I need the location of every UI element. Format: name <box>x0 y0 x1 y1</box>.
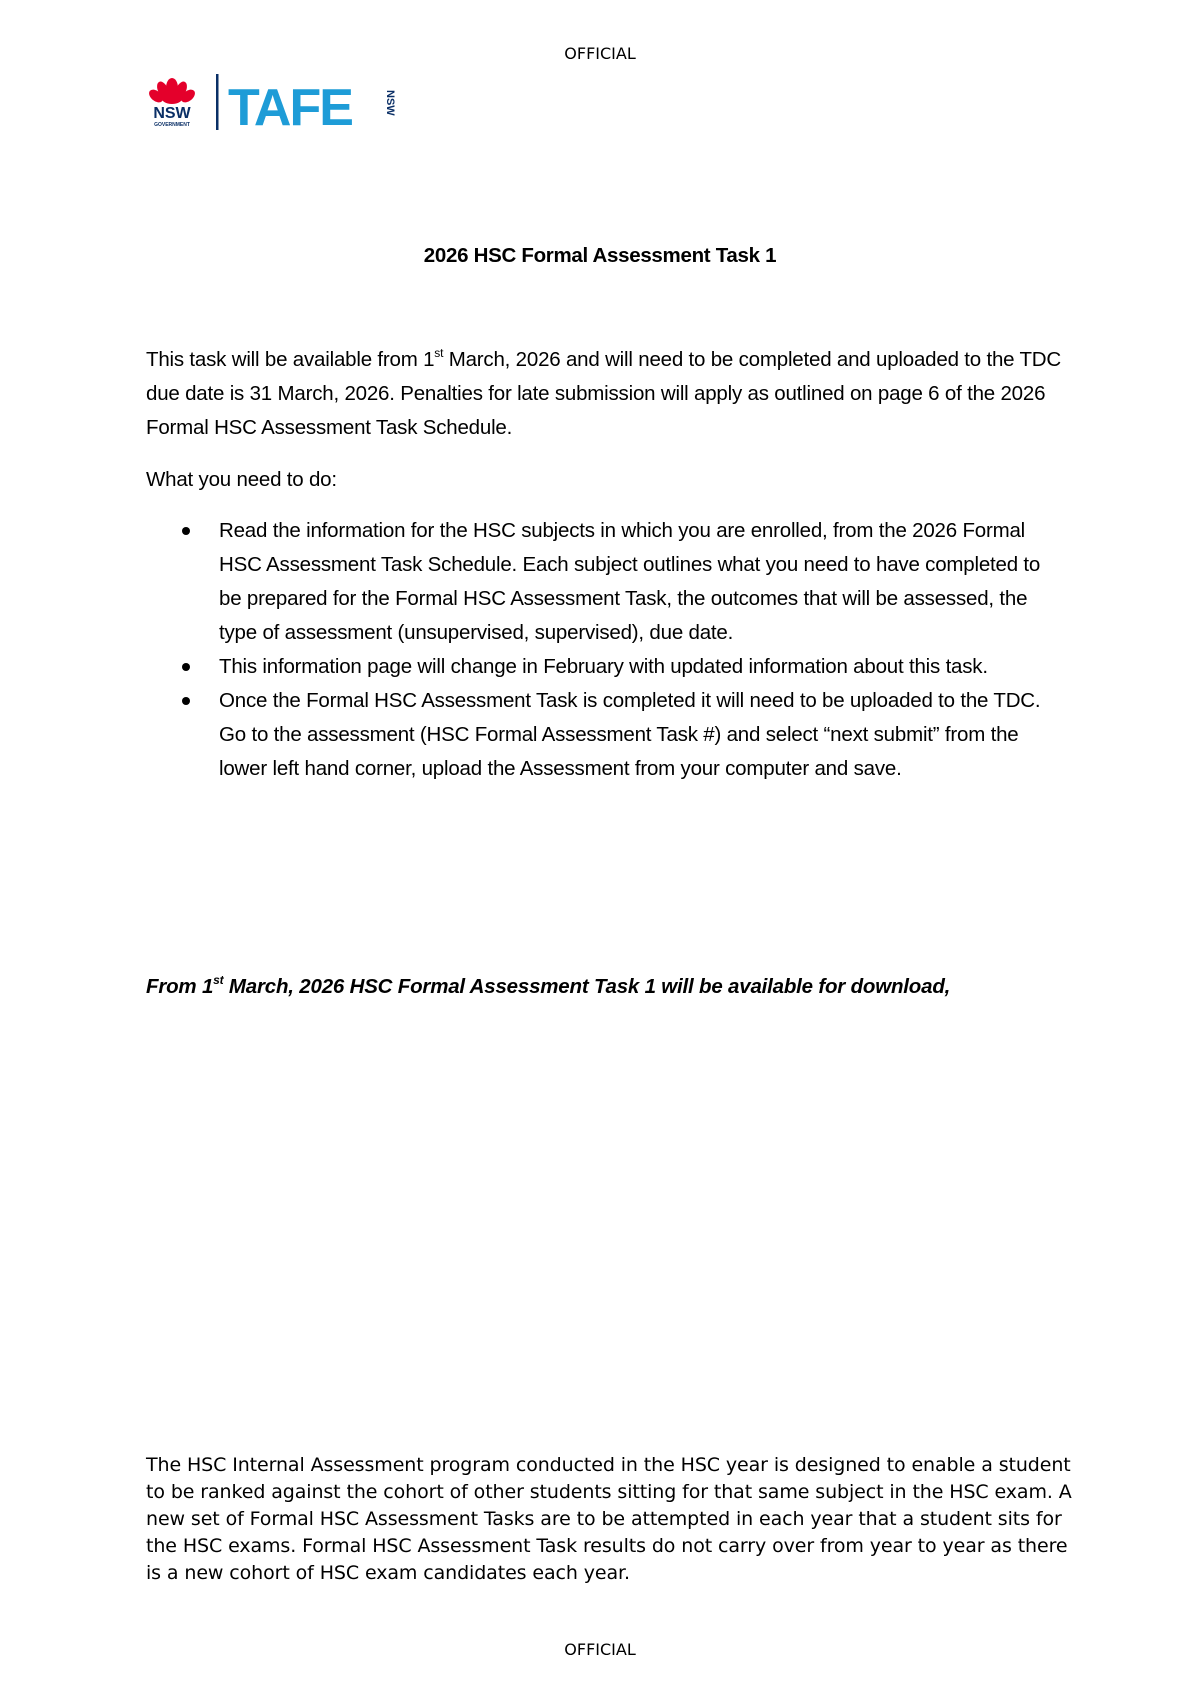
logo-nsw-text: NSW <box>153 105 191 122</box>
list-item <box>146 650 1066 684</box>
logo-nsw-side-text: NSW <box>384 90 396 116</box>
download-notice <box>146 970 1066 1004</box>
logo-tafe-text: TAFE <box>228 79 352 136</box>
intro-paragraph <box>146 343 1066 445</box>
instructions-list <box>146 514 1066 786</box>
download-text-end: March, 2026 HSC Formal Assessment Task 1 will be available for download, <box>223 975 951 998</box>
intro-ordinal-suffix: st <box>434 346 444 360</box>
list-item-text: Once the Formal HSC Assessment Task is completed it will need to be uploaded to the TDC. Go to the assessment (HSC Formal Assessment Task #) and select “next submit” from the lower left hand corner, upload the Assessment from your computer and save. <box>219 689 1041 780</box>
download-ordinal-suffix: st <box>213 973 224 987</box>
list-item <box>146 684 1066 786</box>
assessment-program-note: The HSC Internal Assessment program conducted in the HSC year is designed to enable a student to be ranked against the cohort of other students sitting for that same subject in the HSC exam. A new set of Formal HSC Assessment Tasks are to be attempted in each year that a student sits for the HSC exams. Formal HSC Assessment Task results do not carry over from year to year as there is a new cohort of HSC exam candidates each year. <box>146 1454 1072 1584</box>
document-title: 2026 HSC Formal Assessment Task 1 <box>423 244 777 267</box>
intro-text-start: This task will be available from 1 <box>146 348 435 371</box>
list-item <box>146 514 1066 650</box>
logo-divider <box>216 74 219 130</box>
nsw-tafe-logo <box>146 70 396 136</box>
logo-government-text: GOVERNMENT <box>154 122 190 128</box>
bullet-icon <box>182 697 190 705</box>
classification-header: OFFICIAL <box>564 44 636 63</box>
list-item-text: Read the information for the HSC subjects in which you are enrolled, from the 2026 Formal HSC Assessment Task Schedule. Each subject outlines what you need to have completed to be prepared for the Formal HSC Assessment Task, the outcomes that will be assessed, the type of assessment (unsupervised, supervised), due date. <box>219 519 1041 644</box>
download-text-start: From 1 <box>146 975 214 998</box>
bullet-icon <box>182 527 190 535</box>
waratah-icon <box>147 78 198 105</box>
intro-text-end: March, 2026 and will need to be completed and uploaded to the TDC due date is 31 March, 2026. Penalties for late submission will apply as outlined on page 6 of the 2026 Formal HSC Assessment Task Schedule. <box>146 348 1062 439</box>
instructions-heading: What you need to do: <box>146 468 337 491</box>
classification-footer: OFFICIAL <box>564 1640 636 1659</box>
list-item-text: This information page will change in February with updated information about this task. <box>219 655 988 678</box>
bullet-icon <box>182 663 190 671</box>
